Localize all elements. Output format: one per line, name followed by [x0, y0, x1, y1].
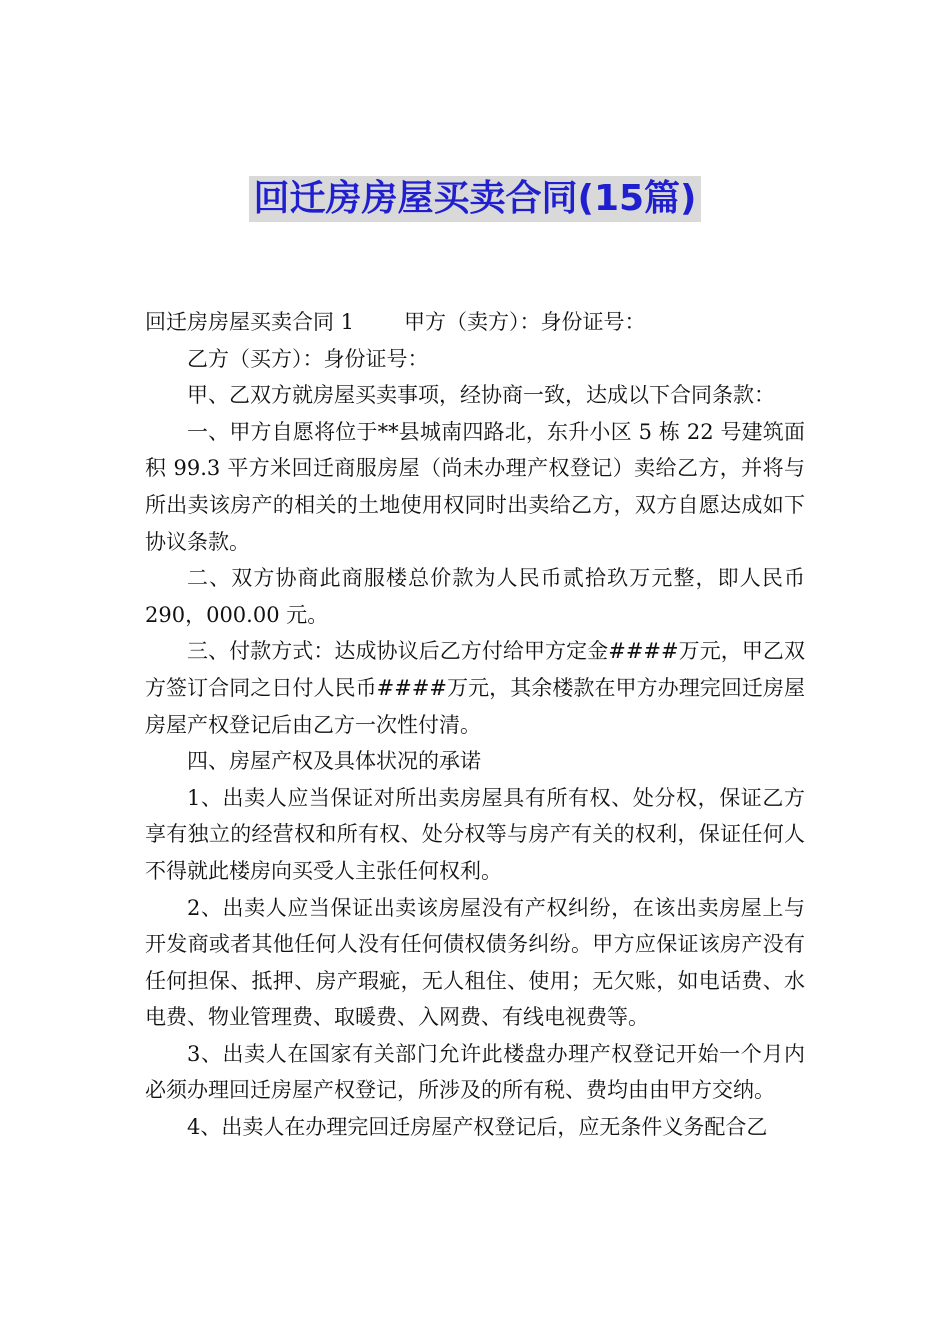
paragraph: 二、双方协商此商服楼总价款为人民币贰拾玖万元整，即人民币 290，000.00 元。	[145, 566, 805, 627]
paragraph: 乙方（买方）：身份证号：	[187, 346, 429, 371]
first-line	[145, 304, 805, 341]
paragraph: 4、出卖人在办理完回迁房屋产权登记后，应无条件义务配合乙	[187, 1115, 768, 1140]
paragraph: 3、出卖人在国家有关部门允许此楼盘办理产权登记开始一个月内必须办理回迁房屋产权登记，所涉及的所有税、费均由由甲方交纳。	[145, 1041, 805, 1103]
paragraph: 甲、乙双方就房屋买卖事项，经协商一致，达成以下合同条款：	[187, 383, 775, 408]
paragraph: 一、甲方自愿将位于**县城南四路北，东升小区 5 栋 22 号建筑面积 99.3 平方米回迁商服房屋（尚未办理产权登记）卖给乙方，并将与所出卖该房产的相关的土地使用权同时出卖给乙方，双方自愿达成如下协议条款。	[145, 419, 805, 554]
paragraph: 三、付款方式：达成协议后乙方付给甲方定金####万元，甲乙双方签订合同之日付人民币####万元，其余楼款在甲方办理完回迁房屋房屋产权登记后由乙方一次性付清。	[145, 639, 805, 737]
contract-number-label: 回迁房房屋买卖合同 1	[145, 310, 355, 334]
paragraph: 四、房屋产权及具体状况的承诺	[187, 749, 481, 774]
paragraph: 1、出卖人应当保证对所出卖房屋具有所有权、处分权，保证乙方享有独立的经营权和所有权、处分权等与房产有关的权利，保证任何人不得就此楼房向买受人主张任何权利。	[145, 785, 805, 883]
document-body	[145, 304, 805, 1146]
party-a-line: 甲方（卖方）：身份证号：	[404, 310, 646, 334]
document-title: 回迁房房屋买卖合同(15篇)	[249, 176, 700, 222]
paragraph: 2、出卖人应当保证出卖该房屋没有产权纠纷，在该出卖房屋上与开发商或者其他任何人没有任何债权债务纠纷。甲方应保证该房产没有任何担保、抵押、房产瑕疵，无人租住、使用；无欠账，如电话费、水电费、物业管理费、取暖费、入网费、有线电视费等。	[145, 895, 805, 1030]
title-container	[0, 176, 950, 222]
